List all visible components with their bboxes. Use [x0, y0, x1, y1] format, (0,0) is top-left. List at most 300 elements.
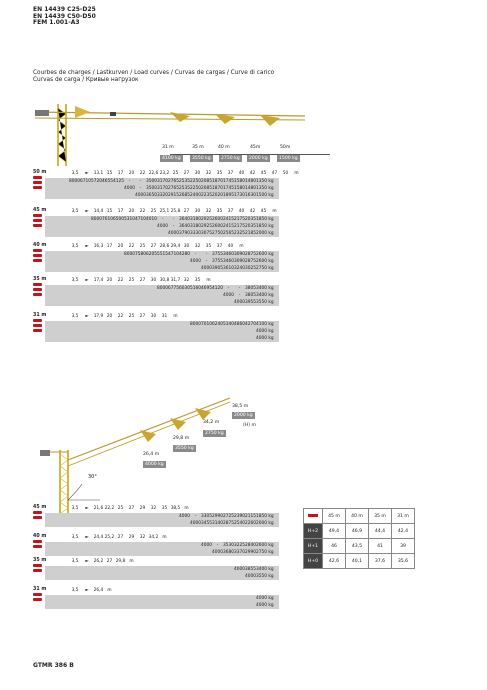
hook-config-icon: [33, 593, 42, 596]
radius-header-cell: 17,4: [93, 278, 104, 283]
radius-header-cell: ►: [85, 559, 89, 564]
load-cell: -: [238, 286, 241, 291]
load-cell: 1350: [256, 179, 267, 184]
load-cell: kg: [268, 574, 274, 579]
hook-config-icon: [33, 249, 42, 252]
load-cell: 2750: [256, 550, 267, 555]
load-cell: 3170: [157, 186, 168, 191]
title-line: Courbes de charges / Lastkurven / Load curves / Curvas de cargas / Curve di carico: [33, 70, 275, 76]
load-cell: 2600: [256, 543, 267, 548]
radius-header-cell: 32: [194, 244, 201, 249]
load-cell: 3090: [234, 259, 245, 264]
load-cell: 3400: [256, 567, 267, 572]
load-cell: 2115: [245, 514, 256, 519]
radius-header-cell: 22: [139, 209, 146, 214]
radius-header-cell: 15: [106, 209, 113, 214]
load-cell: 3550: [256, 574, 267, 579]
load-row: [45, 265, 279, 272]
load-cell: 2875: [223, 521, 234, 526]
hook-config-icon: [33, 219, 42, 222]
height-table-cell: 35,6: [392, 554, 415, 569]
radius-header-cell: 25,1: [159, 209, 170, 214]
load-cell: 7010: [201, 322, 212, 327]
height-table-row: [304, 524, 415, 539]
standard-line: EN 14439 C50-D50: [33, 12, 96, 20]
load-row: [45, 258, 279, 265]
load-cell: 2000: [256, 231, 267, 236]
load-cell: -: [216, 543, 219, 548]
angle-label: 30°: [88, 474, 97, 480]
load-cell: kg: [268, 550, 274, 555]
radius-header-cell: 20: [128, 171, 135, 176]
radius-header-cell: 25,8: [170, 209, 181, 214]
radius-header-cell: 27: [139, 314, 146, 319]
height-table-cell: 42,4: [392, 524, 415, 539]
hook-config-icon: [33, 540, 42, 543]
load-cell: 3790: [179, 231, 190, 236]
load-cell: 3320: [157, 193, 168, 198]
load-cell: 8000: [157, 286, 168, 291]
load-cell: 4710: [135, 217, 146, 222]
load-cell: 5160: [190, 286, 201, 291]
hook-config-icon: [33, 319, 42, 322]
hook-config-icon: [33, 598, 42, 601]
load-cell: 4000: [256, 336, 267, 341]
load-cell: 4000: [201, 266, 212, 271]
radius-header-cell: 29,8: [115, 559, 126, 564]
load-cell: kg: [268, 252, 274, 257]
hook-config-icons: [33, 283, 43, 298]
load-cell: kg: [268, 521, 274, 526]
load-cell: 8000: [124, 252, 135, 257]
load-cell: 4000: [135, 193, 146, 198]
radius-header-cell: 28,6: [159, 244, 170, 249]
load-cell: 8000: [190, 322, 201, 327]
load-cell: 2185: [245, 231, 256, 236]
load-cell: 4000: [223, 293, 234, 298]
load-row: [45, 321, 279, 328]
jib-length-label: 35 m: [33, 277, 47, 282]
load-cell: 3460: [223, 252, 234, 257]
load-cell: 2415: [223, 217, 234, 222]
radius-header-cell: ►: [85, 244, 89, 249]
dist-label: 50m: [280, 145, 291, 150]
load-row: [45, 178, 279, 185]
height-table-head: 35 m: [369, 509, 392, 524]
load-cell: 4000: [256, 596, 267, 601]
title-line: Curvas de carga / Кривые нагрузок: [33, 76, 139, 83]
radius-header-cell: 30: [183, 244, 190, 249]
load-cell: 2235: [201, 193, 212, 198]
load-cell: 2750: [256, 266, 267, 271]
load-cell: 6775: [168, 286, 179, 291]
load-table: [33, 313, 373, 344]
radius-header-cell: 25: [128, 278, 135, 283]
radius-header-cell: m: [129, 559, 134, 564]
load-row: [45, 335, 279, 342]
load-cell: -: [161, 217, 164, 222]
load-cell: 2925: [201, 217, 212, 222]
radius-header-cell: 22,2: [104, 506, 115, 511]
load-cell: 1850: [256, 224, 267, 229]
load-cell: kg: [268, 567, 274, 572]
radius-header-cell: 38,5: [170, 506, 181, 511]
height-table-cell: 42,6: [323, 554, 346, 569]
radius-header-cell: 27: [183, 209, 190, 214]
model-footer: GTMR 386 B: [33, 662, 74, 669]
load-tag: 1500 kg: [279, 156, 298, 161]
radius-header-cell: 37: [227, 171, 234, 176]
height-table-row: [304, 554, 415, 569]
load-cell: kg: [268, 603, 274, 608]
radius-header-cell: 37: [227, 209, 234, 214]
load-cell: 2765: [168, 179, 179, 184]
radius-header-cell: 20: [106, 278, 113, 283]
load-cell: 4270: [245, 322, 256, 327]
radius-header-cell: 13,1: [93, 171, 104, 176]
load-cell: 3805: [245, 286, 256, 291]
radius-header-cell: 22: [117, 278, 124, 283]
height-table-label: H+1: [304, 539, 323, 554]
radius-header-cell: 27: [139, 278, 146, 283]
radius-header-cell: 20: [117, 244, 124, 249]
radius-header-cell: m: [272, 209, 277, 214]
radius-header-row: [69, 208, 280, 215]
radius-header-cell: 27: [117, 535, 124, 540]
radius-header-cell: 42: [249, 209, 256, 214]
height-table-cell: 46: [323, 539, 346, 554]
load-cell: -: [172, 217, 175, 222]
load-cell: 4000: [157, 224, 168, 229]
hook-config-icon: [33, 176, 42, 179]
load-cell: -: [194, 252, 197, 257]
load-cell: 1480: [245, 179, 256, 184]
radius-header-cell: 35: [216, 209, 223, 214]
load-cell: 2035: [245, 217, 256, 222]
load-cell: 4655: [102, 179, 113, 184]
load-cell: -: [194, 514, 197, 519]
load-cell: 2685: [179, 193, 190, 198]
radius-header-cell: m: [162, 535, 167, 540]
radius-header-cell: 35: [194, 278, 201, 283]
load-cell: 7580: [135, 252, 146, 257]
load-cell: 4000: [124, 186, 135, 191]
load-cell: 3805: [245, 293, 256, 298]
load-cell: 2390: [234, 514, 245, 519]
load-tag: 4000 kg: [145, 462, 164, 467]
load-row: [45, 299, 279, 306]
radius-header-cell: 20: [106, 314, 113, 319]
load-cell: 2600: [212, 217, 223, 222]
load-cell: 2250: [190, 179, 201, 184]
load-cell: 3855: [245, 567, 256, 572]
radius-header-row: [69, 313, 181, 320]
radius-header-cell: 3,5: [71, 209, 79, 214]
height-table: [303, 508, 415, 569]
radius-header-cell: 32: [139, 535, 146, 540]
radius-header-cell: ►: [85, 209, 89, 214]
load-tag: 2750 kg: [221, 156, 240, 161]
radius-header-cell: 37: [216, 244, 223, 249]
load-cell: 2725: [223, 514, 234, 519]
radius-header-cell: 35: [161, 506, 168, 511]
radius-header-cell: 25: [139, 244, 146, 249]
load-cell: 3090: [234, 252, 245, 257]
radius-header-cell: 27: [128, 506, 135, 511]
load-cell: -: [205, 252, 208, 257]
load-row: [45, 192, 279, 199]
radius-header-cell: ►: [85, 588, 89, 593]
radius-header-row: [69, 243, 247, 250]
load-cell: 2915: [168, 193, 179, 198]
load-cell: kg: [268, 224, 274, 229]
load-cell: -: [205, 259, 208, 264]
radius-header-cell: 29: [128, 535, 135, 540]
radius-header-row: [69, 534, 170, 541]
load-cell: 1580: [234, 186, 245, 191]
load-cell: 5310: [124, 217, 135, 222]
radius-header-cell: 40: [227, 244, 234, 249]
radius-header-cell: 27: [150, 244, 157, 249]
load-cell: 3550: [256, 300, 267, 305]
load-cell: kg: [268, 514, 274, 519]
load-cell: 2400: [190, 193, 201, 198]
load-cell: 4010: [146, 217, 157, 222]
radius-header-cell: 3,5: [71, 506, 79, 511]
radius-header-cell: 40: [238, 209, 245, 214]
load-cell: 1745: [223, 186, 234, 191]
load-tag: 4100 kg: [162, 156, 181, 161]
hook-config-icons: [33, 540, 43, 550]
load-cell: 2765: [168, 186, 179, 191]
load-cell: 6030: [179, 286, 190, 291]
load-cell: 6240: [212, 322, 223, 327]
standard-line: EN 14439 C25-D25: [33, 6, 96, 13]
radius-header-cell: 20: [128, 209, 135, 214]
load-cell: 3905: [212, 266, 223, 271]
load-cell: 4000: [201, 543, 212, 548]
load-cell: 2990: [212, 514, 223, 519]
load-cell: 3240: [234, 266, 245, 271]
height-table-header: [304, 509, 415, 524]
hook-config-icon: [33, 329, 42, 332]
load-cell: 3500: [146, 186, 157, 191]
load-cell: 4695: [201, 286, 212, 291]
load-cell: 8000: [69, 179, 80, 184]
radius-header-cell: 23,2: [159, 171, 170, 176]
load-cell: 1870: [212, 186, 223, 191]
radius-header-cell: 26,2: [93, 559, 104, 564]
radius-header-cell: 3,5: [71, 314, 79, 319]
radius-header-row: [69, 277, 214, 284]
radius-header-cell: 32: [205, 209, 212, 214]
load-cell: kg: [268, 596, 274, 601]
dist-label: 31 m: [162, 145, 174, 150]
load-cell: 3225: [234, 543, 245, 548]
height-table-cell: 39: [392, 539, 415, 554]
load-cell: 5515: [157, 252, 168, 257]
radius-header-cell: 32: [205, 171, 212, 176]
load-cell: 4000: [168, 231, 179, 236]
load-tag: 3550 kg: [192, 156, 211, 161]
radius-header-cell: 29: [139, 506, 146, 511]
hook-config-icon: [33, 288, 42, 291]
radius-header-cell: 14,4: [93, 209, 104, 214]
height-table-corner: [304, 509, 323, 524]
radius-header-cell: 40: [238, 171, 245, 176]
radius-header-row: [69, 170, 302, 177]
hook-config-icon: [33, 186, 42, 189]
load-tag: 2000 kg: [234, 413, 253, 418]
hook-config-icons: [33, 593, 43, 603]
radius-header-cell: 24,4: [93, 535, 104, 540]
load-cell: 2990: [245, 550, 256, 555]
load-cell: 2000: [256, 521, 267, 526]
height-table-head: 31 m: [392, 509, 415, 524]
load-cell: 4710: [168, 252, 179, 257]
load-cell: 1630: [245, 193, 256, 198]
radius-header-cell: 30: [194, 209, 201, 214]
jib-length-label: 45 m: [33, 505, 47, 510]
height-table-head: 40 m: [346, 509, 369, 524]
load-cell: 1480: [245, 186, 256, 191]
radius-header-cell: 26,4: [93, 588, 104, 593]
load-cell: 2260: [245, 521, 256, 526]
load-cell: 2840: [245, 543, 256, 548]
hook-config-icon: [33, 283, 42, 286]
load-cell: 1850: [256, 217, 267, 222]
load-cell: 3180: [190, 217, 201, 222]
load-cell: 2600: [256, 252, 267, 257]
dist-label: 45m: [250, 145, 261, 150]
hook-config-icons: [33, 564, 43, 574]
load-cell: 4000: [179, 514, 190, 519]
load-cell: 3180: [190, 224, 201, 229]
load-cell: 2875: [245, 252, 256, 257]
load-cell: 2750: [212, 231, 223, 236]
radius-header-row: [69, 587, 115, 594]
load-table: [33, 208, 373, 239]
radius-header-cell: 15: [106, 171, 113, 176]
dist-label: 35 m: [192, 145, 204, 150]
radius-header-cell: 27: [106, 559, 113, 564]
extra-label: (H) m: [243, 423, 256, 428]
load-cell: 3370: [234, 550, 245, 555]
hook-config-icons: [33, 511, 43, 521]
load-row: [45, 328, 279, 335]
load-cell: -: [172, 224, 175, 229]
load-cell: kg: [268, 193, 274, 198]
radius-header-cell: 31: [161, 314, 168, 319]
load-row: [45, 223, 279, 230]
load-cell: 2415: [223, 224, 234, 229]
hook-config-icon: [33, 181, 42, 184]
load-cell: 1850: [256, 514, 267, 519]
hook-config-icon: [33, 569, 42, 572]
radius-header-cell: ►: [85, 171, 89, 176]
load-cell: 3140: [212, 521, 223, 526]
load-cell: kg: [268, 266, 274, 271]
load-cell: kg: [268, 322, 274, 327]
load-cell: 1895: [223, 193, 234, 198]
radius-header-cell: 45: [260, 209, 267, 214]
load-cell: 2600: [256, 259, 267, 264]
standards-block: [33, 7, 96, 27]
load-table: [33, 243, 373, 274]
load-cell: 3610: [223, 266, 234, 271]
height-table-cell: 46,9: [346, 524, 369, 539]
radius-header-cell: 17,9: [93, 314, 104, 319]
height-table-cell: 44,4: [369, 524, 392, 539]
height-table-cell: 37,6: [369, 554, 392, 569]
load-cell: 2325: [234, 231, 245, 236]
load-cell: 3755: [212, 259, 223, 264]
load-table: [33, 587, 373, 611]
load-cell: -: [139, 186, 142, 191]
radius-header-cell: 32: [150, 506, 157, 511]
load-cell: 2535: [179, 186, 190, 191]
radius-header-cell: 21,6: [93, 506, 104, 511]
load-cell: kg: [268, 286, 274, 291]
load-row: [45, 285, 279, 292]
load-cell: 3455: [201, 521, 212, 526]
load-cell: 1870: [212, 179, 223, 184]
radius-header-cell: 3,5: [71, 588, 79, 593]
load-cell: 1730: [234, 193, 245, 198]
jib-length-label: 31 m: [33, 313, 47, 318]
radius-header-cell: m: [206, 278, 211, 283]
height-table-cell: 43,5: [346, 539, 369, 554]
load-cell: 2600: [212, 224, 223, 229]
load-cell: 4000: [234, 300, 245, 305]
radius-header-cell: 25,2: [104, 535, 115, 540]
load-cell: 1500: [256, 193, 267, 198]
radius-header-cell: 30,8: [159, 278, 170, 283]
radius-header-row: [69, 505, 192, 512]
radius-header-cell: 22: [139, 171, 146, 176]
jib-length-label: 40 m: [33, 243, 47, 248]
radius-header-cell: ►: [85, 278, 89, 283]
radius-header-cell: 50: [282, 171, 289, 176]
radius-header-cell: 16,3: [93, 244, 104, 249]
radius-header-cell: 32: [183, 278, 190, 283]
jib-length-label: 40 m: [33, 534, 47, 539]
radius-header-cell: ►: [85, 314, 89, 319]
height-table-head: 45 m: [323, 509, 346, 524]
load-cell: 5720: [91, 179, 102, 184]
radius-header-cell: 30: [150, 278, 157, 283]
hook-config-icon: [33, 516, 42, 519]
radius-header-cell: 27: [183, 171, 190, 176]
load-cell: 4125: [113, 179, 124, 184]
load-row: [45, 542, 279, 549]
load-cell: 2565: [223, 231, 234, 236]
hook-config-icon: [33, 293, 42, 296]
load-row: [45, 513, 279, 520]
load-cell: -: [139, 179, 142, 184]
radius-header-cell: 3,5: [71, 171, 79, 176]
radius-header-cell: 30: [194, 171, 201, 176]
radius-header-cell: 25: [172, 171, 179, 176]
load-cell: 1745: [223, 179, 234, 184]
radius-header-cell: m: [173, 314, 178, 319]
load-cell: 2035: [245, 224, 256, 229]
load-row: [45, 216, 279, 223]
load-cell: 3530: [223, 543, 234, 548]
load-cell: 2085: [201, 179, 212, 184]
hook-config-icon: [33, 259, 42, 262]
load-row: [45, 292, 279, 299]
